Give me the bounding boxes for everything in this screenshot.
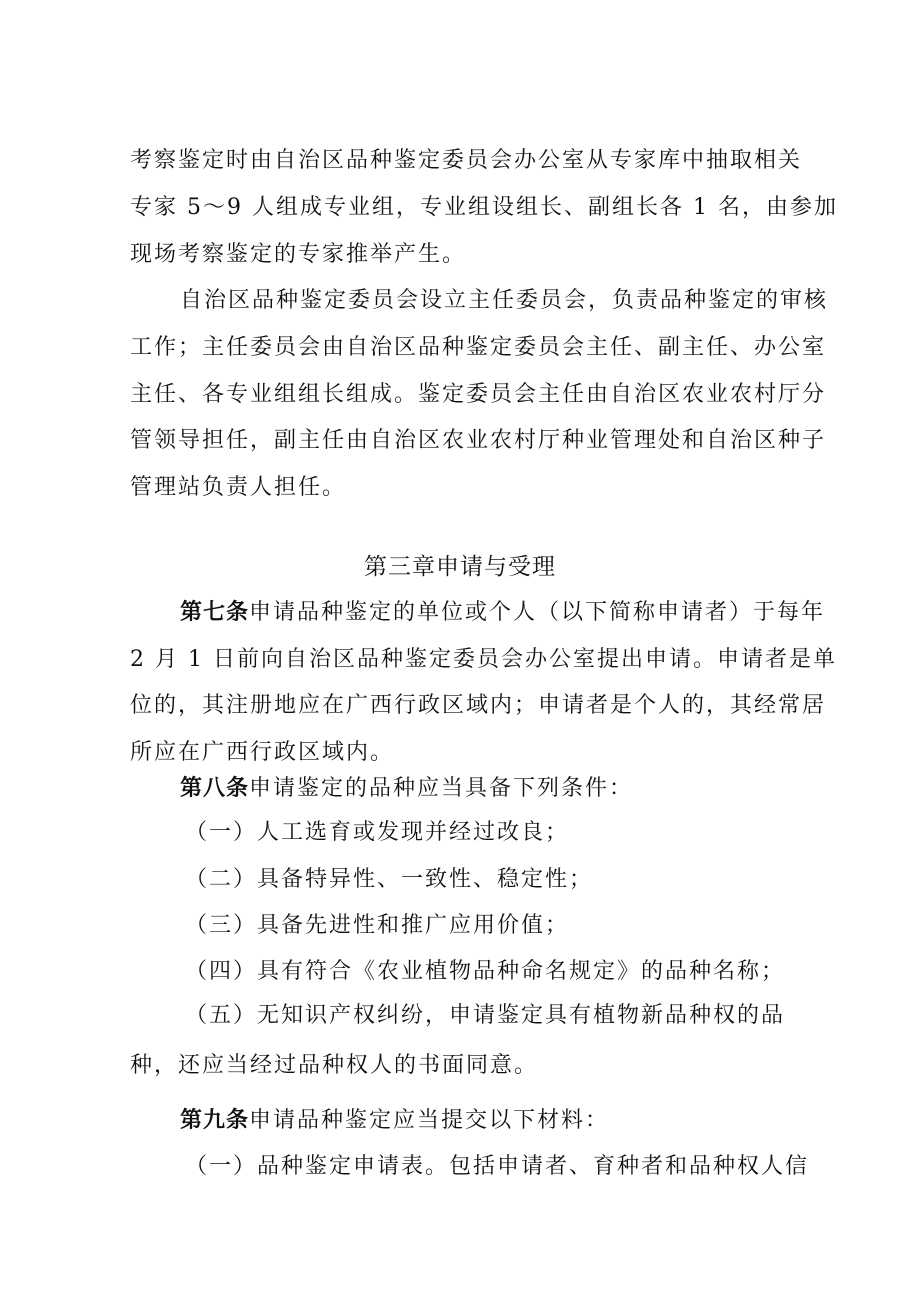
article-8-label: 第八条 xyxy=(180,776,250,801)
list-item: （二）具备特异性、一致性、稳定性； xyxy=(185,867,594,892)
paragraph-line: 所应在广西行政区域内。 xyxy=(130,740,395,765)
paragraph-line: 主任、各专业组组长组成。鉴定委员会主任由自治区农业农村厅分 xyxy=(130,382,827,407)
paragraph-line: 2 月 1 日前向自治区品种鉴定委员会办公室提出申请。申请者是单 xyxy=(130,647,837,672)
paragraph-line: 位的，其注册地应在广西行政区域内；申请者是个人的，其经常居 xyxy=(130,693,827,718)
list-item: （三）具备先进性和推广应用价值； xyxy=(185,913,570,938)
list-item: （一）品种鉴定申请表。包括申请者、育种者和品种权人信 xyxy=(185,1154,810,1179)
paragraph-line: 考察鉴定时由自治区品种鉴定委员会办公室从专家库中抽取相关 xyxy=(130,148,803,173)
article-7-first-line xyxy=(180,598,826,628)
paragraph-line: 管理站负责人担任。 xyxy=(130,475,347,500)
list-item: （四）具有符合《农业植物品种命名规定》的品种名称； xyxy=(185,959,786,984)
paragraph-line: 专家 5～9 人组成专业组，专业组设组长、副组长各 1 名，由参加 xyxy=(130,195,838,220)
chapter-title: 第三章申请与受理 xyxy=(364,554,556,580)
article-7-label: 第七条 xyxy=(180,600,250,625)
paragraph-line: 种，还应当经过品种权人的书面同意。 xyxy=(130,1053,539,1078)
paragraph-line: 工作；主任委员会由自治区品种鉴定委员会主任、副主任、办公室 xyxy=(130,335,827,360)
article-9-text: 申请品种鉴定应当提交以下材料： xyxy=(249,1108,610,1133)
paragraph-line: 管领导担任，副主任由自治区农业农村厅种业管理处和自治区种子 xyxy=(130,428,827,453)
article-7-text: 申请品种鉴定的单位或个人（以下简称申请者）于每年 xyxy=(249,600,826,625)
paragraph-line: 自治区品种鉴定委员会设立主任委员会，负责品种鉴定的审核 xyxy=(180,288,829,313)
article-8-text: 申请鉴定的品种应当具备下列条件： xyxy=(249,776,634,801)
list-item: （五）无知识产权纠纷，申请鉴定具有植物新品种权的品 xyxy=(185,1003,786,1028)
article-8-first-line xyxy=(180,774,800,804)
article-9-label: 第九条 xyxy=(180,1108,250,1133)
paragraph-line: 现场考察鉴定的专家推举产生。 xyxy=(130,242,467,267)
article-9-first-line xyxy=(180,1106,800,1136)
list-item: （一）人工选育或发现并经过改良； xyxy=(185,820,570,845)
